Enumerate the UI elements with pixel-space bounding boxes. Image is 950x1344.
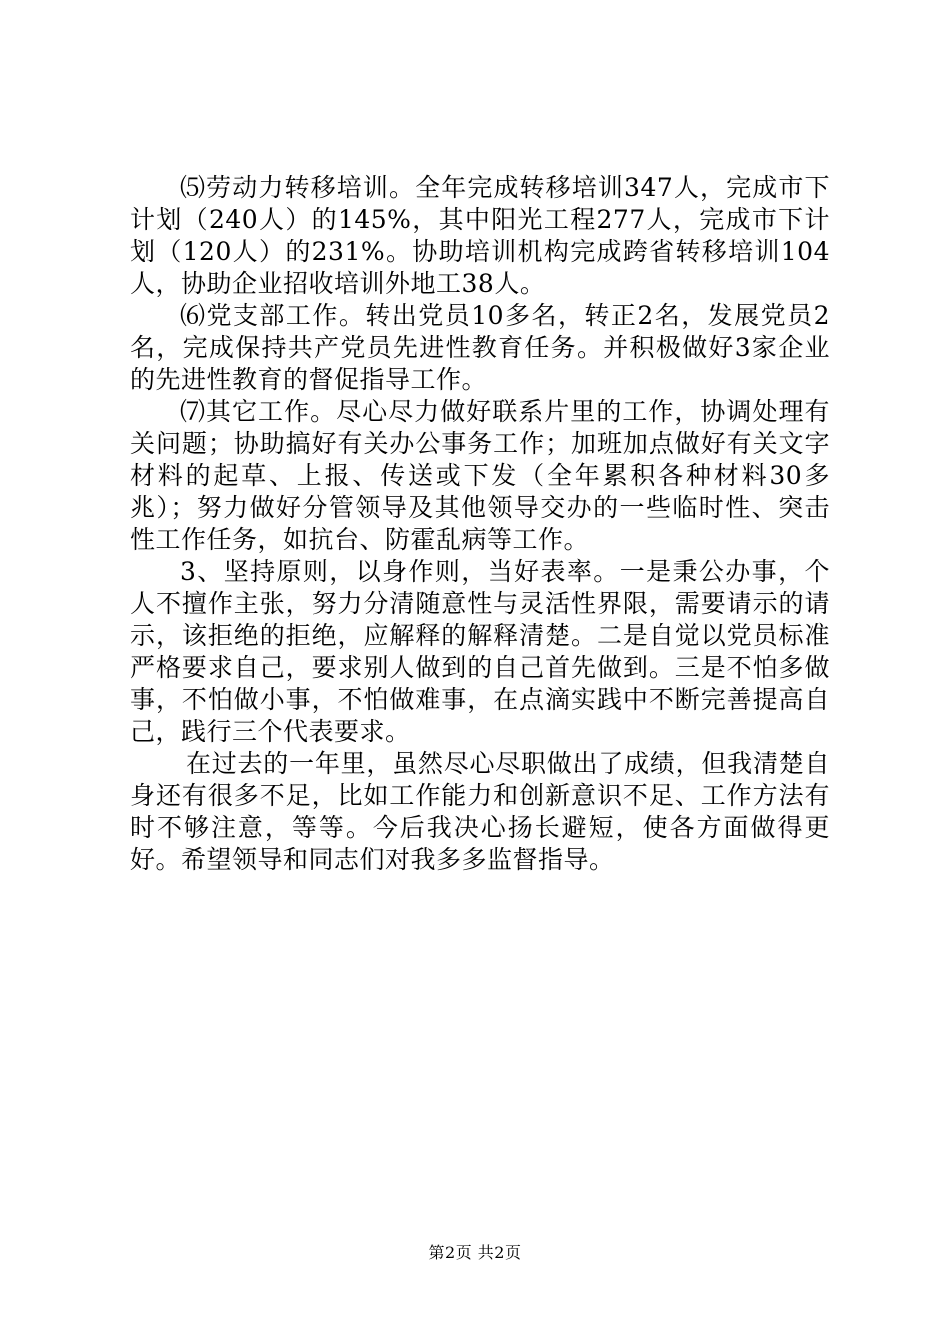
- paragraph-other-work: ⑺其它工作。尽心尽力做好联系片里的工作，协调处理有关问题；协助搞好有关办公事务工作；加班加点做好有关文字材料的起草、上报、传送或下发（全年累积各种材料30多兆）；努力做好分管领导及其他领导交办的一些临时性、突击性工作任务，如抗台、防霍乱病等工作。: [130, 397, 830, 554]
- page-number: 第2页 共2页: [428, 1243, 522, 1262]
- document-body: [130, 172, 830, 876]
- paragraph-principles: 3、坚持原则，以身作则，当好表率。一是秉公办事，个人不擅作主张，努力分清随意性与灵活性界限，需要请示的请示，该拒绝的拒绝，应解释的解释清楚。二是自觉以党员标准严格要求自己，要求别人做到的自己首先做到。三是不怕多做事，不怕做小事，不怕做难事，在点滴实践中不断完善提高自己，践行三个代表要求。: [130, 557, 830, 746]
- paragraph-conclusion: 在过去的一年里，虽然尽心尽职做出了成绩，但我清楚自身还有很多不足，比如工作能力和创新意识不足、工作方法有时不够注意，等等。今后我决心扬长避短，使各方面做得更好。希望领导和同志们对我多多监督指导。: [130, 749, 830, 874]
- paragraph-party-branch-work: ⑹党支部工作。转出党员10多名，转正2名，发展党员2名，完成保持共产党员先进性教育任务。并积极做好3家企业的先进性教育的督促指导工作。: [130, 301, 830, 394]
- page-footer: [0, 1242, 950, 1264]
- paragraph-labor-transfer-training: ⑸劳动力转移培训。全年完成转移培训347人，完成市下计划（240人）的145%，其中阳光工程277人，完成市下计划（120人）的231%。协助培训机构完成跨省转移培训104人，协助企业招收培训外地工38人。: [130, 173, 830, 298]
